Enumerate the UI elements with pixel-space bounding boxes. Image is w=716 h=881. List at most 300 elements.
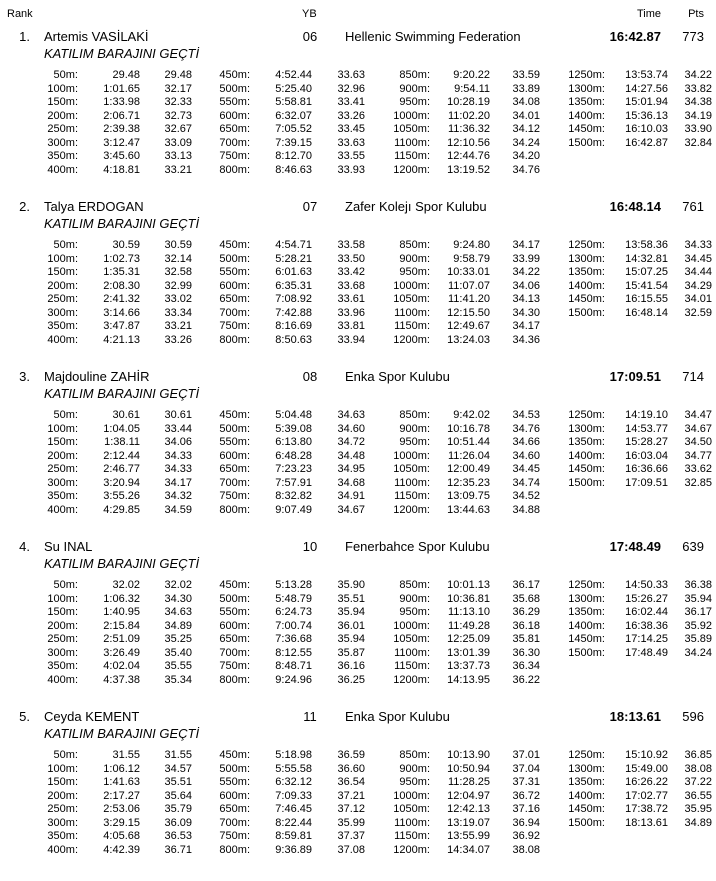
split-lap-time: 33.09 (164, 136, 192, 149)
split-cumulative-time: 9:20.22 (453, 69, 490, 81)
split-distance: 1500m: (568, 306, 605, 319)
splits-row (0, 137, 712, 151)
split-cumulative-time: 13:19.07 (447, 816, 490, 829)
entry-name: Su INAL (44, 539, 93, 554)
split-distance: 200m: (47, 109, 78, 122)
split-lap-time: 34.48 (337, 449, 365, 462)
split-distance: 700m: (219, 816, 250, 829)
split-cumulative-time: 7:00.74 (275, 619, 312, 632)
split-lap-time: 33.90 (684, 123, 712, 135)
split-distance: 800m: (219, 333, 250, 346)
split-lap-time: 35.34 (164, 673, 192, 686)
split-cumulative-time: 12:35.23 (447, 476, 490, 489)
split-distance: 600m: (219, 449, 250, 462)
split-cumulative-time: 11:28.25 (447, 776, 490, 788)
split-cumulative-time: 7:42.88 (275, 306, 312, 319)
split-lap-time: 34.45 (684, 252, 712, 265)
split-cumulative-time: 14:53.77 (625, 422, 668, 435)
split-cumulative-time: 8:48.71 (275, 660, 312, 672)
split-distance: 1450m: (568, 803, 605, 815)
entry-yb: 10 (302, 539, 318, 554)
splits-row (0, 763, 712, 777)
split-lap-time: 32.58 (164, 266, 192, 278)
split-cumulative-time: 8:32.82 (275, 490, 312, 502)
splits-row (0, 409, 712, 423)
split-cumulative-time: 13:58.36 (625, 239, 668, 251)
split-cumulative-time: 10:13.90 (447, 749, 490, 761)
split-cumulative-time: 3:55.26 (103, 490, 140, 502)
split-empty-cell (668, 830, 712, 844)
split-lap-time: 33.63 (337, 136, 365, 149)
split-cumulative-time: 5:04.48 (275, 409, 312, 421)
split-lap-time: 34.30 (512, 306, 540, 319)
splits-row (0, 123, 712, 137)
split-cumulative-time: 16:36.66 (625, 463, 668, 475)
split-empty-cell (540, 490, 605, 504)
column-header-row (0, 6, 716, 22)
split-lap-time: 34.67 (684, 422, 712, 435)
split-cumulative-time: 10:33.01 (447, 266, 490, 278)
split-distance: 50m: (53, 69, 78, 81)
split-empty-cell (605, 660, 668, 674)
split-lap-time: 32.73 (164, 109, 192, 122)
split-distance: 400m: (47, 503, 78, 516)
split-distance: 1150m: (394, 320, 430, 332)
splits-body (0, 409, 712, 517)
split-lap-time: 33.21 (164, 320, 192, 332)
splits-row (0, 423, 712, 437)
split-empty-cell (540, 504, 605, 518)
split-distance: 750m: (219, 660, 250, 672)
split-distance: 450m: (219, 239, 250, 251)
entry-pts: 761 (682, 199, 704, 214)
split-lap-time: 37.04 (512, 762, 540, 775)
split-cumulative-time: 7:46.45 (275, 803, 312, 815)
split-distance: 1450m: (568, 463, 605, 475)
split-lap-time: 32.67 (164, 123, 192, 135)
split-lap-time: 34.01 (512, 109, 540, 122)
split-cumulative-time: 4:37.38 (103, 673, 140, 686)
result-entry (0, 708, 716, 878)
splits-row (0, 504, 712, 518)
split-lap-time: 32.84 (684, 136, 712, 149)
split-lap-time: 30.61 (164, 409, 192, 421)
split-cumulative-time: 12:49.67 (447, 320, 490, 332)
split-distance: 1300m: (568, 252, 605, 265)
split-cumulative-time: 16:10.03 (625, 123, 668, 135)
split-cumulative-time: 3:14.66 (103, 306, 140, 319)
split-lap-time: 33.94 (337, 333, 365, 346)
split-cumulative-time: 15:01.94 (625, 96, 668, 108)
split-cumulative-time: 8:16.69 (275, 320, 312, 332)
split-distance: 500m: (219, 422, 250, 435)
split-lap-time: 36.01 (337, 619, 365, 632)
split-empty-cell (668, 844, 712, 858)
splits-row (0, 477, 712, 491)
entry-head-row (0, 538, 716, 555)
split-cumulative-time: 16:42.87 (625, 136, 668, 149)
split-cumulative-time: 6:35.31 (275, 279, 312, 292)
splits-row (0, 266, 712, 280)
split-cumulative-time: 16:15.55 (625, 293, 668, 305)
split-empty-cell (605, 504, 668, 518)
split-lap-time: 36.29 (512, 606, 540, 618)
split-cumulative-time: 6:32.07 (275, 109, 312, 122)
split-lap-time: 34.76 (512, 163, 540, 176)
splits-table (0, 409, 712, 517)
entry-name: Artemis VASİLAKİ (44, 29, 149, 44)
splits-body (0, 239, 712, 347)
split-distance: 350m: (47, 150, 78, 162)
split-lap-time: 35.94 (684, 592, 712, 605)
split-cumulative-time: 7:05.52 (275, 123, 312, 135)
split-distance: 1350m: (568, 776, 605, 788)
split-cumulative-time: 5:58.81 (275, 96, 312, 108)
split-distance: 1100m: (394, 816, 430, 829)
split-cumulative-time: 6:24.73 (275, 606, 312, 618)
split-lap-time: 36.55 (684, 789, 712, 802)
split-lap-time: 36.71 (164, 843, 192, 856)
entry-time: 18:13.61 (609, 709, 661, 724)
split-distance: 850m: (399, 749, 430, 761)
split-distance: 300m: (47, 136, 78, 149)
split-distance: 1050m: (393, 803, 430, 815)
split-cumulative-time: 4:52.44 (275, 69, 312, 81)
split-lap-time: 34.30 (164, 592, 192, 605)
split-distance: 1250m: (568, 749, 605, 761)
splits-row (0, 647, 712, 661)
split-lap-time: 34.36 (512, 333, 540, 346)
split-distance: 100m: (47, 762, 78, 775)
split-lap-time: 34.33 (164, 449, 192, 462)
split-lap-time: 34.91 (337, 490, 365, 502)
split-lap-time: 37.01 (512, 749, 540, 761)
split-cumulative-time: 12:42.13 (447, 803, 490, 815)
split-empty-cell (540, 334, 605, 348)
split-lap-time: 34.24 (512, 136, 540, 149)
split-cumulative-time: 30.61 (112, 409, 140, 421)
split-empty-cell (540, 674, 605, 688)
result-entry (0, 198, 716, 368)
splits-row (0, 110, 712, 124)
split-distance: 150m: (47, 266, 78, 278)
split-distance: 100m: (47, 252, 78, 265)
split-cumulative-time: 5:18.98 (275, 749, 312, 761)
split-distance: 1150m: (394, 830, 430, 842)
split-distance: 1100m: (394, 306, 430, 319)
split-distance: 1300m: (568, 592, 605, 605)
split-empty-cell (668, 490, 712, 504)
entry-yb: 06 (302, 29, 318, 44)
split-distance: 700m: (219, 646, 250, 659)
entry-name: Talya ERDOGAN (44, 199, 144, 214)
split-empty-cell (540, 150, 605, 164)
split-cumulative-time: 2:15.84 (103, 619, 140, 632)
split-cumulative-time: 16:03.04 (625, 449, 668, 462)
splits-row (0, 83, 712, 97)
splits-body (0, 69, 712, 177)
split-cumulative-time: 9:24.96 (275, 673, 312, 686)
split-distance: 1350m: (568, 266, 605, 278)
split-lap-time: 35.95 (684, 803, 712, 815)
split-distance: 750m: (219, 490, 250, 502)
split-distance: 900m: (399, 252, 430, 265)
entry-yb: 08 (302, 369, 318, 384)
yb-column-header: YB (302, 8, 317, 20)
split-cumulative-time: 14:27.56 (625, 82, 668, 95)
splits-row (0, 320, 712, 334)
split-empty-cell (605, 150, 668, 164)
split-cumulative-time: 11:13.10 (447, 606, 490, 618)
split-cumulative-time: 14:19.10 (625, 409, 668, 421)
split-distance: 1300m: (568, 82, 605, 95)
split-lap-time: 34.13 (512, 293, 540, 305)
split-lap-time: 37.16 (512, 803, 540, 815)
split-distance: 650m: (219, 463, 250, 475)
split-cumulative-time: 3:45.60 (103, 150, 140, 162)
splits-row (0, 620, 712, 634)
split-cumulative-time: 14:34.07 (447, 843, 490, 856)
split-lap-time: 33.61 (337, 293, 365, 305)
split-cumulative-time: 2:46.77 (103, 463, 140, 475)
entry-name: Ceyda KEMENT (44, 709, 140, 724)
split-lap-time: 34.20 (512, 150, 540, 162)
split-distance: 850m: (399, 409, 430, 421)
splits-row (0, 490, 712, 504)
split-cumulative-time: 5:48.79 (275, 592, 312, 605)
split-cumulative-time: 3:26.49 (103, 646, 140, 659)
split-distance: 800m: (219, 843, 250, 856)
splits-row (0, 749, 712, 763)
split-lap-time: 34.06 (164, 436, 192, 448)
split-cumulative-time: 1:06.32 (103, 592, 140, 605)
split-distance: 1050m: (393, 123, 430, 135)
split-lap-time: 34.89 (684, 816, 712, 829)
split-cumulative-time: 7:09.33 (275, 789, 312, 802)
split-distance: 900m: (399, 592, 430, 605)
split-empty-cell (540, 844, 605, 858)
entry-yb: 07 (302, 199, 318, 214)
split-cumulative-time: 2:12.44 (103, 449, 140, 462)
split-cumulative-time: 6:01.63 (275, 266, 312, 278)
split-cumulative-time: 1:41.63 (103, 776, 140, 788)
split-lap-time: 33.63 (337, 69, 365, 81)
splits-row (0, 334, 712, 348)
split-cumulative-time: 12:00.49 (447, 463, 490, 475)
split-distance: 200m: (47, 619, 78, 632)
split-cumulative-time: 13:53.74 (625, 69, 668, 81)
split-lap-time: 37.21 (337, 789, 365, 802)
split-distance: 700m: (219, 306, 250, 319)
split-lap-time: 36.30 (512, 646, 540, 659)
split-cumulative-time: 17:38.72 (625, 803, 668, 815)
split-cumulative-time: 4:42.39 (103, 843, 140, 856)
split-lap-time: 34.44 (684, 266, 712, 278)
split-empty-cell (540, 830, 605, 844)
split-cumulative-time: 10:28.19 (447, 96, 490, 108)
entry-club: Hellenic Swimming Federation (345, 29, 521, 44)
split-lap-time: 35.89 (684, 633, 712, 645)
split-distance: 50m: (53, 239, 78, 251)
splits-row (0, 253, 712, 267)
split-lap-time: 38.08 (512, 843, 540, 856)
entry-head-row (0, 708, 716, 725)
split-distance: 800m: (219, 673, 250, 686)
split-lap-time: 35.51 (164, 776, 192, 788)
split-distance: 1200m: (393, 843, 430, 856)
split-distance: 1400m: (568, 619, 605, 632)
split-distance: 700m: (219, 476, 250, 489)
splits-row (0, 830, 712, 844)
split-lap-time: 34.53 (512, 409, 540, 421)
entry-rank: 2. (19, 199, 30, 214)
split-lap-time: 33.93 (337, 163, 365, 176)
split-distance: 1300m: (568, 422, 605, 435)
split-lap-time: 36.09 (164, 816, 192, 829)
split-distance: 1300m: (568, 762, 605, 775)
split-distance: 1350m: (568, 96, 605, 108)
split-cumulative-time: 13:55.99 (447, 830, 490, 842)
split-lap-time: 36.85 (684, 749, 712, 761)
split-lap-time: 35.94 (337, 633, 365, 645)
split-distance: 550m: (219, 606, 250, 618)
split-lap-time: 34.50 (684, 436, 712, 448)
split-distance: 500m: (219, 252, 250, 265)
split-distance: 850m: (399, 239, 430, 251)
split-cumulative-time: 7:08.92 (275, 293, 312, 305)
split-lap-time: 34.17 (164, 476, 192, 489)
splits-row (0, 463, 712, 477)
splits-row (0, 96, 712, 110)
entry-pts: 639 (682, 539, 704, 554)
split-lap-time: 34.66 (512, 436, 540, 448)
split-lap-time: 33.55 (337, 150, 365, 162)
split-distance: 950m: (399, 776, 430, 788)
splits-row (0, 790, 712, 804)
split-distance: 1250m: (568, 239, 605, 251)
split-cumulative-time: 1:04.05 (103, 422, 140, 435)
split-cumulative-time: 11:36.32 (447, 123, 490, 135)
split-lap-time: 33.99 (512, 252, 540, 265)
split-lap-time: 35.81 (512, 633, 540, 645)
split-distance: 550m: (219, 776, 250, 788)
splits-row (0, 69, 712, 83)
split-cumulative-time: 8:50.63 (275, 333, 312, 346)
split-empty-cell (605, 830, 668, 844)
split-lap-time: 34.89 (164, 619, 192, 632)
split-distance: 600m: (219, 619, 250, 632)
splits-row (0, 239, 712, 253)
split-cumulative-time: 4:54.71 (275, 239, 312, 251)
split-distance: 1000m: (393, 789, 430, 802)
entry-pts: 773 (682, 29, 704, 44)
split-lap-time: 32.17 (164, 82, 192, 95)
split-distance: 150m: (47, 96, 78, 108)
split-lap-time: 34.88 (512, 503, 540, 516)
split-distance: 750m: (219, 320, 250, 332)
split-lap-time: 33.44 (164, 422, 192, 435)
split-distance: 150m: (47, 776, 78, 788)
split-lap-time: 36.72 (512, 789, 540, 802)
split-empty-cell (540, 164, 605, 178)
split-cumulative-time: 9:42.02 (453, 409, 490, 421)
split-distance: 100m: (47, 82, 78, 95)
split-distance: 700m: (219, 136, 250, 149)
entry-rank: 4. (19, 539, 30, 554)
split-cumulative-time: 29.48 (112, 69, 140, 81)
split-distance: 950m: (399, 436, 430, 448)
split-lap-time: 32.14 (164, 252, 192, 265)
split-cumulative-time: 6:13.80 (275, 436, 312, 448)
split-empty-cell (605, 844, 668, 858)
split-cumulative-time: 13:44.63 (447, 503, 490, 516)
split-cumulative-time: 3:20.94 (103, 476, 140, 489)
split-lap-time: 34.17 (512, 320, 540, 332)
splits-row (0, 817, 712, 831)
split-cumulative-time: 3:12.47 (103, 136, 140, 149)
entry-time: 16:42.87 (609, 29, 661, 44)
split-distance: 350m: (47, 490, 78, 502)
split-cumulative-time: 11:41.20 (447, 293, 490, 305)
split-lap-time: 35.68 (512, 592, 540, 605)
split-distance: 300m: (47, 646, 78, 659)
split-distance: 50m: (53, 579, 78, 591)
split-cumulative-time: 7:57.91 (275, 476, 312, 489)
split-lap-time: 34.01 (684, 293, 712, 305)
split-cumulative-time: 9:07.49 (275, 503, 312, 516)
split-distance: 1000m: (393, 109, 430, 122)
split-distance: 1200m: (393, 333, 430, 346)
split-cumulative-time: 15:26.27 (625, 592, 668, 605)
split-empty-cell (668, 504, 712, 518)
entry-note: KATILIM BARAJINI GEÇTİ (44, 386, 200, 401)
split-lap-time: 33.59 (512, 69, 540, 81)
entry-note: KATILIM BARAJINI GEÇTİ (44, 726, 200, 741)
split-cumulative-time: 9:24.80 (453, 239, 490, 251)
split-distance: 1100m: (394, 136, 430, 149)
split-cumulative-time: 15:28.27 (625, 436, 668, 448)
splits-body (0, 749, 712, 857)
split-lap-time: 35.64 (164, 789, 192, 802)
split-distance: 800m: (219, 503, 250, 516)
split-cumulative-time: 11:26.04 (447, 449, 490, 462)
split-empty-cell (668, 320, 712, 334)
split-cumulative-time: 4:21.13 (103, 333, 140, 346)
split-distance: 1450m: (568, 123, 605, 135)
split-distance: 1150m: (394, 150, 430, 162)
split-empty-cell (605, 164, 668, 178)
split-distance: 450m: (219, 409, 250, 421)
split-cumulative-time: 15:49.00 (625, 762, 668, 775)
pts-column-header: Pts (688, 8, 704, 20)
split-distance: 200m: (47, 279, 78, 292)
split-empty-cell (605, 334, 668, 348)
split-cumulative-time: 4:02.04 (103, 660, 140, 672)
split-cumulative-time: 3:29.15 (103, 816, 140, 829)
splits-row (0, 307, 712, 321)
split-distance: 650m: (219, 123, 250, 135)
entry-rank: 1. (19, 29, 30, 44)
split-lap-time: 35.55 (164, 660, 192, 672)
split-lap-time: 33.42 (337, 266, 365, 278)
split-lap-time: 32.85 (684, 476, 712, 489)
split-distance: 1500m: (568, 816, 605, 829)
split-cumulative-time: 16:26.22 (625, 776, 668, 788)
entry-note: KATILIM BARAJINI GEÇTİ (44, 556, 200, 571)
split-lap-time: 33.45 (337, 123, 365, 135)
split-distance: 50m: (53, 749, 78, 761)
split-lap-time: 35.51 (337, 592, 365, 605)
